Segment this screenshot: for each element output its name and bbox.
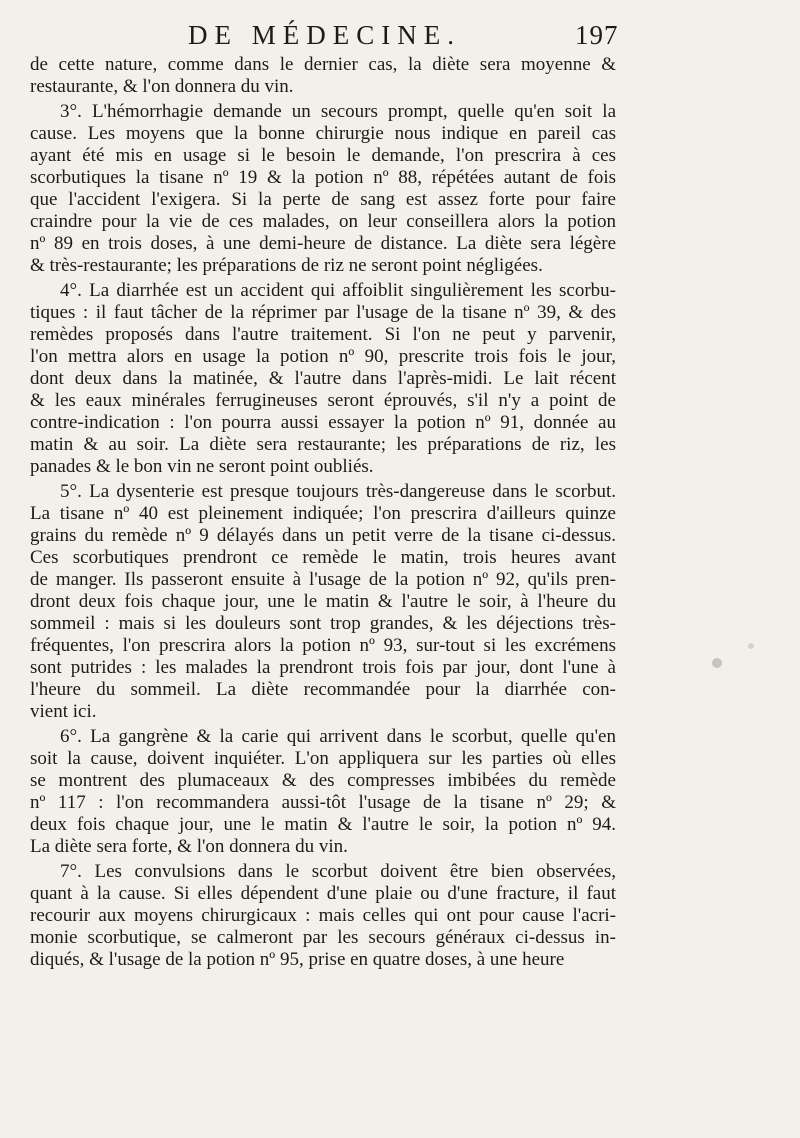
text-line: & les eaux minérales ferrugineuses seront éprouvés, s'il n'y a point de [30,390,616,411]
running-head: DE MÉDECINE. [188,20,461,50]
text-line: 3°. L'hémorrhagie demande un secours prompt, quelle qu'en soit la [60,101,616,122]
text-line: ayant été mis en usage si le besoin le demande, l'on prescrira à ces [30,145,616,166]
text-line: dont deux dans la matinée, & l'autre dans l'après-midi. Le lait récent [30,368,616,389]
text-line: quant à la cause. Si elles dépendent d'une plaie ou d'une fracture, il faut [30,883,616,904]
text-line: 5°. La dysenterie est presque toujours très-dangereuse dans le scorbut. [60,481,616,502]
paragraph [30,54,616,98]
text-line: sont putrides : les malades la prendront trois fois par jour, dont l'une à [30,657,616,678]
text-line: que l'accident l'exigera. Si la perte de sang est assez forte pour faire [30,189,616,210]
text-line: fréquentes, l'on prescrira alors la potion nº 93, sur-tout si les excrémens [30,635,616,656]
text-line: l'heure du sommeil. La diète recommandée pour la diarrhée con- [30,679,616,700]
text-line: & très-restaurante; les préparations de riz ne seront point négligées. [30,255,543,276]
text-line: 4°. La diarrhée est un accident qui affoiblit singulièrement les scorbu- [60,280,616,301]
ink-speck [712,658,722,668]
text-line: tiques : il faut tâcher de la réprimer par l'usage de la tisane nº 39, & des [30,302,616,323]
text-line: remèdes proposés dans l'autre traitement. Si l'on ne peut y parvenir, [30,324,616,345]
page-header [28,20,619,54]
text-line: diqués, & l'usage de la potion nº 95, prise en quatre doses, à une heure [30,949,565,970]
text-line: nº 89 en trois doses, à une demi-heure de distance. La diète sera légère [30,233,616,254]
text-line: 6°. La gangrène & la carie qui arrivent dans le scorbut, quelle qu'en [60,726,616,747]
text-line: grains du remède nº 9 délayés dans un petit verre de la tisane ci-dessus. [30,525,616,546]
text-line: de manger. Ils passeront ensuite à l'usage de la potion nº 92, qu'ils pren- [30,569,616,590]
text-line: sommeil : mais si les douleurs sont trop grandes, & les déjections très- [30,613,616,634]
paragraph [30,481,616,723]
text-line: monie scorbutique, se calmeront par les secours généraux ci-dessus in- [30,927,616,948]
text-line: 7°. Les convulsions dans le scorbut doivent être bien observées, [60,861,616,882]
paragraph [30,280,616,478]
text-line: La tisane nº 40 est pleinement indiquée; l'on prescrira d'ailleurs quinze [30,503,616,524]
text-line: se montrent des plumaceaux & des compresses imbibées du remède [30,770,616,791]
text-line: cause. Les moyens que la bonne chirurgie nous indique en pareil cas [30,123,616,144]
text-line: craindre pour la vie de ces malades, on leur conseillera alors la potion [30,211,616,232]
page-number: 197 [575,20,619,50]
text-line: deux fois chaque jour, une le matin & l'autre le soir, la potion nº 94. [30,814,616,835]
text-line: nº 117 : l'on recommandera aussi-tôt l'usage de la tisane nº 29; & [30,792,616,813]
text-line: contre-indication : l'on pourra aussi essayer la potion nº 91, donnée au [30,412,616,433]
text-line: panades & le bon vin ne seront point oubliés. [30,456,374,477]
text-line: recourir aux moyens chirurgicaux : mais celles qui ont pour cause l'acri- [30,905,616,926]
text-line: dront deux fois chaque jour, une le matin & l'autre le soir, à l'heure du [30,591,616,612]
text-line: l'on mettra alors en usage la potion nº 90, prescrite trois fois le jour, [30,346,616,367]
text-line: vient ici. [30,701,97,722]
paragraph [30,861,616,971]
body-text [30,54,616,974]
text-line: restaurante, & l'on donnera du vin. [30,76,294,97]
text-line: matin & au soir. La diète sera restaurante; les préparations de riz, les [30,434,616,455]
paragraph [30,726,616,858]
ink-speck [748,643,754,649]
text-line: scorbutiques la tisane nº 19 & la potion nº 88, répétées autant de fois [30,167,616,188]
text-line: soit la cause, doivent inquiéter. L'on appliquera sur les parties où elles [30,748,616,769]
paragraph [30,101,616,277]
text-line: La diète sera forte, & l'on donnera du vin. [30,836,348,857]
text-line: de cette nature, comme dans le dernier cas, la diète sera moyenne & [30,54,616,75]
text-line: Ces scorbutiques prendront ce remède le matin, trois heures avant [30,547,616,568]
